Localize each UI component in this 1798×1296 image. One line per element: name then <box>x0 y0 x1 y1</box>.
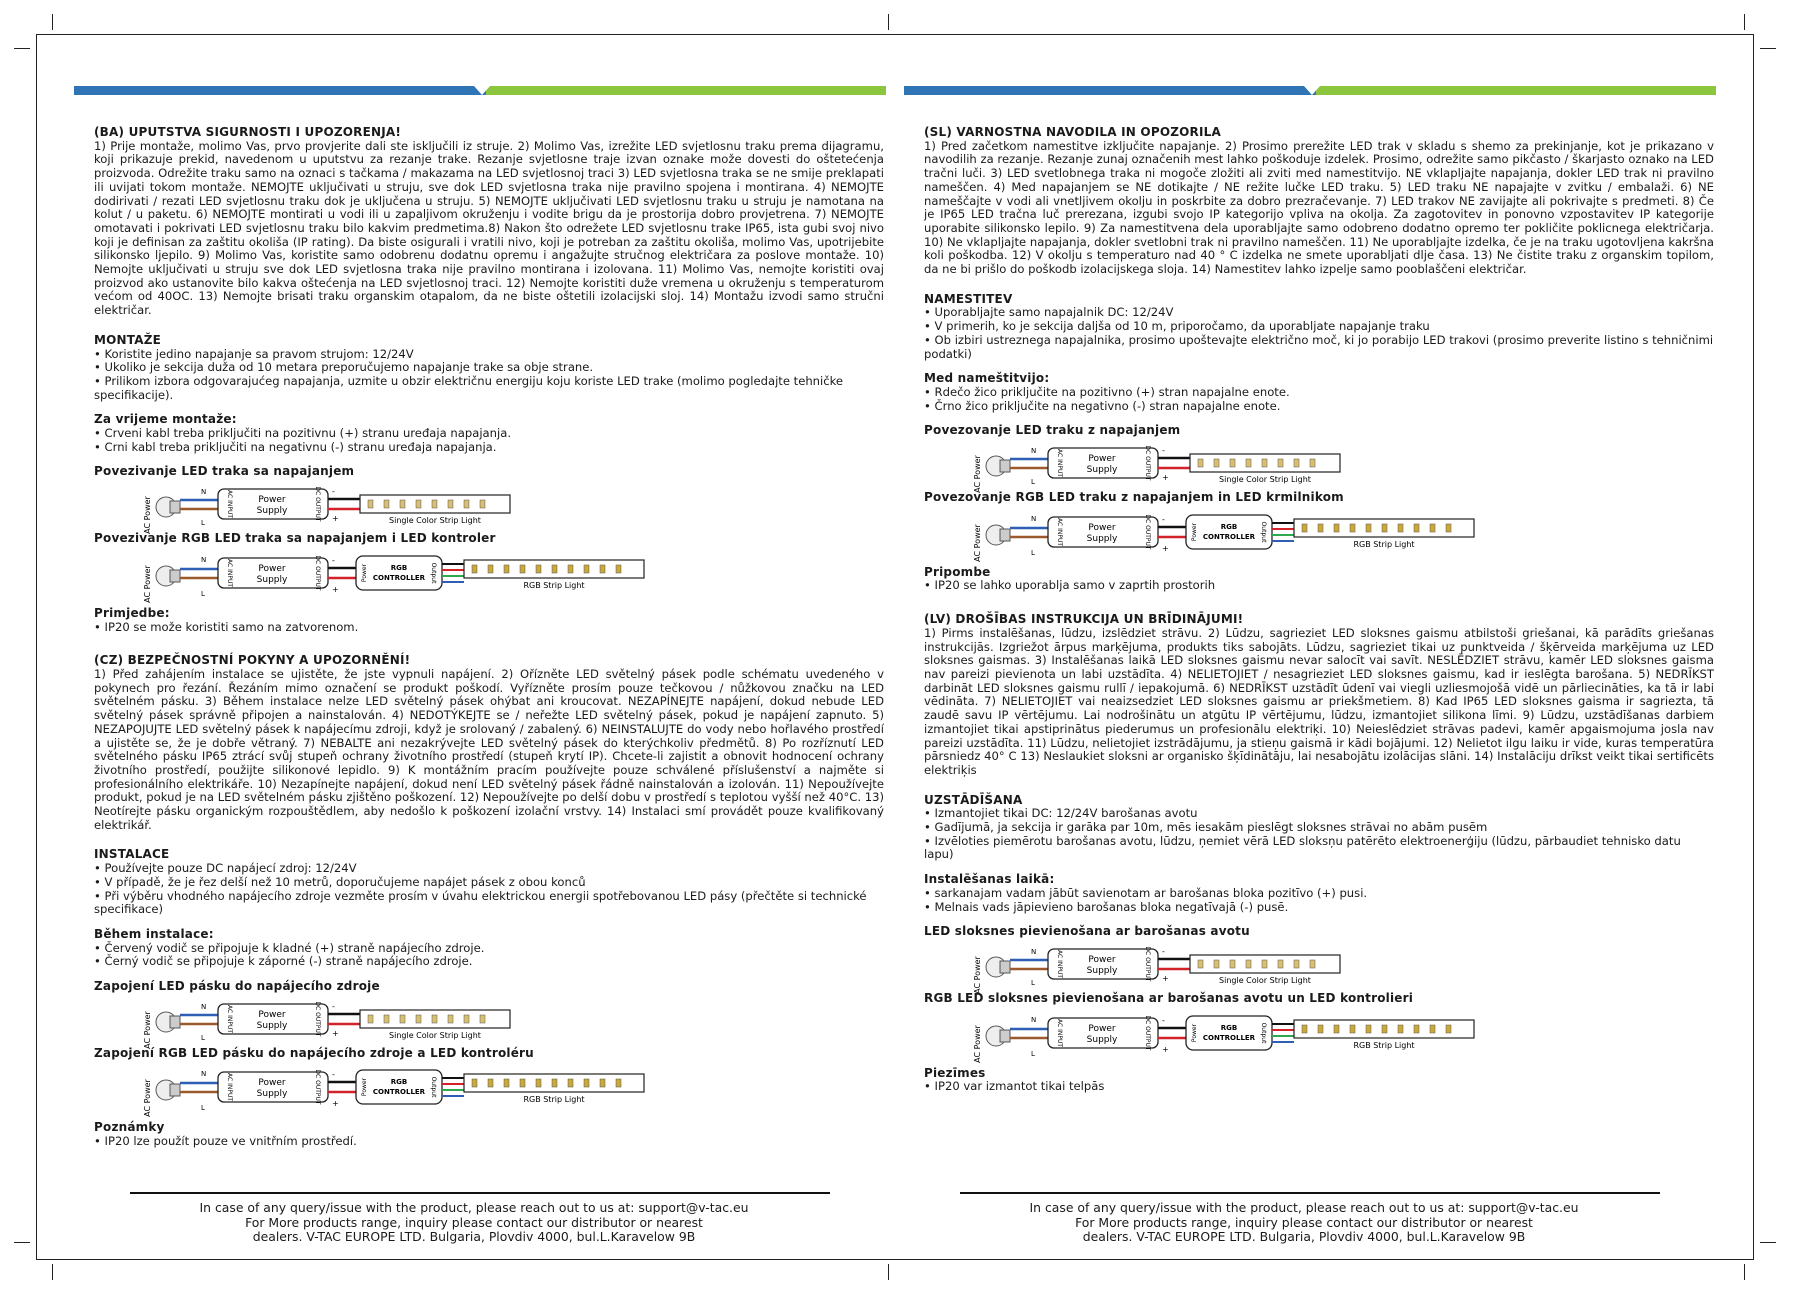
led-chip <box>568 1079 573 1087</box>
sl-single-title: Povezovanje LED traku z napajanjem <box>924 423 1181 438</box>
led-chip <box>1334 1025 1339 1033</box>
list-item: • Črno žico priključite na negativno (-) stran napajalne enote. <box>924 400 1714 414</box>
cz-behem-list <box>94 942 884 969</box>
plug-body <box>170 1084 180 1096</box>
dc-output-label: DC OUTPUT <box>1144 946 1151 982</box>
led-chip <box>1318 1025 1323 1033</box>
ba-title: (BA) UPUTSTVA SIGURNOSTI I UPOZORENJA! <box>94 125 402 139</box>
minus-label: - <box>332 487 335 497</box>
footer-distributor: For More products range, inquiry please contact our distributor or nearest <box>245 1214 703 1230</box>
output-label: Output <box>430 562 437 584</box>
sl-rgb-title: Povezovanje RGB LED traku z napajanjem in LED krmilnikom <box>924 490 1344 505</box>
led-chip <box>448 1015 453 1023</box>
live-label: L <box>201 1104 205 1113</box>
lv-title: (LV) DROŠĪBAS INSTRUKCIJA UN BRĪDINĀJUMI! <box>924 612 1244 627</box>
plus-label: + <box>332 1028 339 1038</box>
list-item: • Gadījumā, ja sekcija ir garāka par 10m, mēs iesakām pieslēgt sloksnes strāvai no abām pusēm <box>924 821 1714 835</box>
dc-output-label: DC OUTPUT <box>1144 514 1151 550</box>
dc-output-label: DC OUTPUT <box>1144 445 1151 481</box>
led-chip <box>464 500 469 508</box>
live-label: L <box>201 519 205 528</box>
crop-mark <box>14 48 30 49</box>
plus-label: + <box>332 514 339 524</box>
plug-body <box>1000 460 1010 472</box>
led-chip <box>400 500 405 508</box>
ac-power-label: AC Power <box>973 1024 982 1063</box>
ac-input-label: AC INPUT <box>1056 449 1063 478</box>
led-chip <box>1214 960 1219 968</box>
ac-input-label: AC INPUT <box>226 490 233 519</box>
led-chip <box>1246 459 1251 467</box>
led-chip <box>1262 960 1267 968</box>
strip-label: Single Color Strip Light <box>389 1030 481 1040</box>
dc-output-label: DC OUTPUT <box>314 555 321 591</box>
led-chip <box>416 1015 421 1023</box>
neutral-label: N <box>1031 447 1037 456</box>
led-chip <box>1430 524 1435 532</box>
lv-laika-list <box>924 887 1714 914</box>
led-chip <box>464 1015 469 1023</box>
footer-divider <box>130 1192 830 1194</box>
ac-power-label: AC Power <box>143 496 152 534</box>
led-chip <box>1350 524 1355 532</box>
ac-power-label: AC Power <box>973 523 982 562</box>
list-item: • Používejte pouze DC napájecí zdroj: 12/24V <box>94 862 884 876</box>
led-chip <box>1414 524 1419 532</box>
led-chip <box>1230 459 1235 467</box>
crop-mark <box>888 14 889 30</box>
header-color-bar <box>74 86 886 95</box>
list-item: • Uporabljajte samo napajalnik DC: 12/24V <box>924 306 1714 320</box>
list-item: • Prilikom izbora odgovarajućeg napajanja, uzmite u obzir električnu energiju koju koriste LED trake (molimo pogledajte tehničke specifikacije). <box>94 375 884 402</box>
crop-mark <box>888 1264 889 1280</box>
power-supply-label: Power <box>1088 454 1116 465</box>
crop-mark <box>1744 1264 1745 1280</box>
cz-single-title: Zapojení LED pásku do napájecího zdroje <box>94 979 380 994</box>
power-supply-label: Supply <box>256 574 288 585</box>
list-item: • IP20 se lahko uporablja samo v zaprtih prostorih <box>924 579 1714 593</box>
rgb-controller-box <box>1186 515 1272 549</box>
list-item: • Crni kabl treba priključiti na negativnu (-) stranu uređaja napajanja. <box>94 441 884 455</box>
strip-label: RGB Strip Light <box>523 580 585 590</box>
live-label: L <box>201 589 205 598</box>
single-color-wiring-diagram <box>143 483 526 534</box>
output-label: Output <box>1260 1022 1267 1044</box>
led-chip <box>552 1079 557 1087</box>
strip-label: Single Color Strip Light <box>1219 475 1311 485</box>
ac-power-label: AC Power <box>143 565 152 603</box>
ac-power-label: AC Power <box>973 455 982 493</box>
list-item: • Černý vodič se připojuje k záporné (-) straně napájecího zdroje. <box>94 955 884 969</box>
crop-mark <box>14 1242 30 1243</box>
neutral-label: N <box>201 1002 207 1011</box>
list-item: • IP20 se može koristiti samo na zatvorenom. <box>94 621 884 635</box>
lv-single-title: LED sloksnes pievienošana ar barošanas avotu <box>924 924 1250 939</box>
power-supply-label: Power <box>258 495 286 506</box>
minus-label: - <box>332 1070 335 1080</box>
ba-single-title: Povezivanje LED traka sa napajanjem <box>94 464 355 479</box>
single-color-wiring-diagram <box>973 943 1356 994</box>
list-item: • Izvēloties piemērotu barošanas avotu, lūdzu, ņemiet vērā LED sloksņu patērēto elektroenerģiju (lūdzu, pārbaudiet tehnisko datu lapu) <box>924 835 1714 862</box>
ac-input-label: AC INPUT <box>226 1004 233 1033</box>
led-chip <box>488 1079 493 1087</box>
ac-power-label: AC Power <box>973 956 982 994</box>
list-item: • V případě, že je řez delší než 10 metrů, doporučujeme napájet pásek z obou konců <box>94 876 884 890</box>
led-chip <box>1302 1025 1307 1033</box>
rgb-controller-box <box>356 1070 442 1104</box>
plus-label: + <box>1162 543 1169 553</box>
ac-input-label: AC INPUT <box>1056 949 1063 978</box>
plug-body <box>1000 1030 1010 1042</box>
crop-mark <box>1744 14 1745 30</box>
plus-label: + <box>1162 973 1169 983</box>
led-chip <box>1310 459 1315 467</box>
led-chip <box>616 565 621 573</box>
ac-input-label: AC INPUT <box>1056 517 1063 546</box>
power-supply-label: Power <box>1088 1023 1116 1034</box>
strip-label: Single Color Strip Light <box>1219 975 1311 985</box>
led-chip <box>1214 459 1219 467</box>
led-chip <box>472 1079 477 1087</box>
led-chip <box>1398 1025 1403 1033</box>
led-chip <box>616 1079 621 1087</box>
strip-label: Single Color Strip Light <box>389 516 481 526</box>
power-supply-label: Supply <box>256 1020 288 1031</box>
list-item: • Rdečo žico priključite na pozitivno (+) stran napajalne enote. <box>924 386 1714 400</box>
led-chip <box>1230 960 1235 968</box>
rgb-controller-box <box>356 556 442 590</box>
left-content <box>94 126 884 1149</box>
crop-mark <box>52 1264 53 1280</box>
led-chip <box>568 565 573 573</box>
plug-body <box>1000 961 1010 973</box>
led-chip <box>1334 524 1339 532</box>
power-supply-label: Power <box>1088 522 1116 533</box>
led-chip <box>520 1079 525 1087</box>
left-page <box>74 0 884 1296</box>
power-supply-label: Supply <box>1086 465 1118 476</box>
led-chip <box>432 1015 437 1023</box>
led-chip <box>536 565 541 573</box>
ba-notes-title: Primjedbe: <box>94 605 170 620</box>
rgb-controller-label: CONTROLLER <box>1202 532 1256 541</box>
power-supply-label: Supply <box>256 506 288 517</box>
cz-title: (CZ) BEZPEČNOSTNÍ POKYNY A UPOZORNĚNÍ! <box>94 653 411 668</box>
neutral-label: N <box>201 488 207 497</box>
ba-montaza-title: MONTAŽE <box>94 332 162 347</box>
rgb-controller-label: CONTROLLER <box>372 1088 426 1097</box>
output-label: Output <box>430 1077 437 1098</box>
cz-rgb-title: Zapojení RGB LED pásku do napájecího zdroje a LED kontroléru <box>94 1045 534 1060</box>
cz-notes-list <box>94 1135 884 1149</box>
power-supply-label: Supply <box>1086 533 1118 544</box>
list-item: • Červený vodič se připojuje k kladné (+) straně napájecího zdroje. <box>94 942 884 956</box>
lv-notes-list <box>924 1080 1714 1094</box>
led-chip <box>1302 524 1307 532</box>
sl-title: (SL) VARNOSTNA NAVODILA IN OPOZORILA <box>924 125 1221 139</box>
lv-uzst-title: UZSTĀDĪŠANA <box>924 792 1023 807</box>
led-chip <box>504 1079 509 1087</box>
right-page <box>904 0 1714 1296</box>
led-chip <box>1246 960 1251 968</box>
rgb-controller-label: RGB <box>1220 522 1238 531</box>
sl-body: 1) Pred začetkom namestitve izključite napajanje. 2) Prosimo prerežite LED trak v skladu s shemo za prekinjanje, kot je prikazano v navodilih za rezanje. Rezanje zunaj označenih mest lahko poškoduje izdelek. Prosimo, odrežite samo pikčasto / škarjasto oznako na LED tračni luči. 3) LED svetlobnega traka ni mogoče zložiti ali zviti med namestitvijo. NE vklapljajte napajanja, dokler LED trak ni pravilno nameščen. 4) Med napajanjem se NE dotikajte / NE režite lučke LED traku. 5) LED traku NE napajajte v zvitku / embalaži. 6) NE nameščajte v vodi ali vnetljivem okolju in poskrbite za dobro prezračevanje. 7) LED trakov NE zavijajte ali pokrivajte s predmeti. 8) Če je IP65 LED tračna luč prerezana, izgubi svojo IP kategorijo vpliva na okolja. Za zagotovitev in ponovno vzpostavitev IP kategorije uporabite silikonsko lepilo. 9) Za namestitvena dela uporabljajte samo odobreno dodatno opremo ter pokličite poklicnega električarja. 10) Ne vklapljajte napajanja, dokler svetlobni trak ni pravilno nameščen. 11) Ne uporabljajte izdelka, če je na traku ugotovljena kakršna koli poškodba. 12) V okolju s temperaturo nad 40 ° C izdelka ne smete uporabljati dlje časa. 13) Ne čistite traku z organskim topilom, da ne bi prišlo do poškodb izolacijskega sloja. 14) Namestitev lahko izpelje samo pooblaščeni električar. <box>924 138 1714 277</box>
power-supply-label: Power <box>258 1078 286 1089</box>
minus-label: - <box>1162 946 1165 956</box>
dc-output-label: DC OUTPUT <box>1144 1015 1151 1051</box>
rgb-wiring-diagram <box>143 1064 666 1120</box>
list-item: • IP20 lze použít pouze ve vnitřním prostředí. <box>94 1135 884 1149</box>
lv-body: 1) Pirms instalēšanas, lūdzu, izslēdziet strāvu. 2) Lūdzu, sagrieziet LED sloksnes gaismu atbilstoši griešanai, kā parādīts griešanas instrukcijās. Izgriežot ārpus marķējuma, produkts tiks sabojāts. Lūdzu, sagrieziet tikai uz punktveida / šķērveida marķējuma uz LED sloksnes gaismas. 3) Instalēšanas laikā LED sloksnes gaismu nevar salocīt vai savīt. NESLĒDZIET strāvu, kamēr LED sloksnes gaisma nav pareizi pievienota un labi uzstādīta. 4) NELIETOJIET / nesagrieziet LED sloksnes gaismu, kad ir ieslēgta barošana. 5) NEDRĪKST darbināt LED sloksnes gaismu rullī / iepakojumā. 6) NEDRĪKST uzstādīt ūdenī vai viegli uzliesmojošā vidē un pārliecināties, ka tā ir labi vēdināta. 7) NELIETOJIET vai neaizsedziet LED sloksnes gaismu ar priekšmetiem. 8) Kad IP65 LED sloksnes gaisma ir sagriezta, tā zaudē savu IP vērtējumu. Lai nodrošinātu un atgūtu IP vērtējumu, lūdzu, izmantojiet silikona līmi. 9) Lūdzu, uzstādīšanas darbiem izmantojiet tikai apstiprinātus piederumus un profesionālu elektriķi. 10) Neieslēdziet strāvas padevi, kamēr apgaismojuma josla nav pareizi uzstādīta. 11) Lūdzu, nelietojiet izstrādājumu, ja stieņu gaismā ir kādi bojājumi. 12) Nelietot ilgu laiku ir vide, kuras temperatūra pārsniedz 40° C 13) Neslaukiet sloksni ar organisko šķīdinātāju, lai nesabojātu izolācijas slāni. 14) Instalāciju drīkst veikt tikai sertificēts elektriķis <box>924 625 1714 777</box>
ac-power-label: AC Power <box>143 1010 152 1049</box>
ba-rgb-title: Povezivanje RGB LED traka sa napajanjem i LED kontroler <box>94 531 496 546</box>
plug-body <box>170 1016 180 1028</box>
ba-notes-list <box>94 621 884 635</box>
list-item: • Crveni kabl treba priključiti na pozitivnu (+) stranu uređaja napajanja. <box>94 427 884 441</box>
strip-label: RGB Strip Light <box>523 1095 585 1105</box>
ba-vrijeme-title: Za vrijeme montaže: <box>94 412 237 427</box>
cz-body: 1) Před zahájením instalace se ujistěte, že jste vypnuli napájení. 2) Ořízněte LED světelný pásek podle schématu uvedeného v pokynech pro řezání. Řezáním mimo označení se produkt poškodí. Vyřízněte prosím pouze tečkovou / nůžkovou značku na LED světelném pásku. 3) Během instalace nelze LED světelný pásek ohýbat ani kroucovat. NEZAPÍNEJTE napájení, dokud nebude LED světelný pásek správně připojen a nainstalován. 4) NEDOTÝKEJTE se / neřežte LED světelný pásek, pokud je napájení zapnuto. 5) NEZAPOJUJTE LED světelný pásek k napájecímu zdroji, když je srolovaný / zabalený. 6) NEINSTALUJTE do vody nebo hořlavého prostředí a ujistěte se, že je dobře větraný. 7) NEBALTE ani nezakrývejte LED světelný pásek do kterýchkoliv předmětů. 8) Po rozříznutí LED světelného pásku IP65 ztrácí svůj stupeň ochrany životního prostředí (stupeň krytí IP). Chcete-li zajistit a obnovit hodnocení ochrany životního prostředí, použijte silikonové lepidlo. 9) K montážním pracím používejte pouze schválené příslušenství a najměte si profesionálního elektrikáře. 10) Nezapínejte napájení, dokud není LED světelný pásek řádně nainstalován a izolován. 11) Nepoužívejte produkt, pokud je na LED světelném pásku zjištěno poškození. 12) Nepoužívejte po delší dobu v prostředí s teplotou vyšší než 40°C. 13) Neotírejte pásku organickým rozpouštědlem, aby nedošlo k poškození izolační vrstvy. 14) Instalaci smí provádět pouze kvalifikovaný elektrikář. <box>94 666 884 832</box>
lv-uzst-list <box>924 807 1714 862</box>
live-label: L <box>1031 548 1035 557</box>
led-chip <box>584 565 589 573</box>
plus-label: + <box>1162 473 1169 483</box>
list-item: • Melnais vads jāpievieno barošanas bloka negatīvajā (-) pusē. <box>924 901 1714 915</box>
cz-behem-title: Během instalace: <box>94 926 214 941</box>
led-chip <box>416 500 421 508</box>
power-label: Power <box>361 563 368 582</box>
live-label: L <box>1031 978 1035 987</box>
dc-output-label: DC OUTPUT <box>314 486 321 522</box>
led-chip <box>1350 1025 1355 1033</box>
dc-output-label: DC OUTPUT <box>314 1069 321 1106</box>
crop-mark <box>52 14 53 30</box>
footer-address: dealers. V-TAC EUROPE LTD. Bulgaria, Plovdiv 4000, bul.L.Karavelow 9B <box>252 1229 696 1245</box>
list-item: • sarkanajam vadam jābūt savienotam ar barošanas bloka pozitīvo (+) pusi. <box>924 887 1714 901</box>
rgb-controller-label: RGB <box>390 1078 408 1087</box>
plug-body <box>170 501 180 513</box>
led-chip <box>1446 524 1451 532</box>
lv-rgb-title: RGB LED sloksnes pievienošana ar barošanas avotu un LED kontrolieri <box>924 990 1414 1005</box>
plus-label: + <box>332 1099 339 1109</box>
strip-label: RGB Strip Light <box>1353 1040 1415 1050</box>
led-chip <box>368 1015 373 1023</box>
cz-notes-title: Poznámky <box>94 1120 165 1135</box>
ac-input-label: AC INPUT <box>1056 1018 1063 1047</box>
minus-label: - <box>1162 446 1165 456</box>
live-label: L <box>201 1033 205 1042</box>
rgb-controller-label: RGB <box>1220 1023 1238 1032</box>
led-chip <box>584 1079 589 1087</box>
lv-notes-title: Piezīmes <box>924 1065 986 1080</box>
footer-divider <box>960 1192 1660 1194</box>
led-chip <box>600 1079 605 1087</box>
led-chip <box>488 565 493 573</box>
right-content <box>924 126 1714 1094</box>
footer <box>924 1201 1684 1245</box>
led-chip <box>1310 960 1315 968</box>
power-label: Power <box>1191 1023 1198 1042</box>
led-chip <box>432 500 437 508</box>
led-chip <box>1294 960 1299 968</box>
minus-label: - <box>1162 514 1165 524</box>
led-chip <box>368 500 373 508</box>
list-item: • Koristite jedino napajanje sa pravom strujom: 12/24V <box>94 348 884 362</box>
output-label: Output <box>1260 521 1267 543</box>
led-chip <box>384 1015 389 1023</box>
led-chip <box>1382 524 1387 532</box>
rgb-controller-label: CONTROLLER <box>372 573 426 582</box>
sl-notes-title: Pripombe <box>924 564 991 579</box>
led-chip <box>400 1015 405 1023</box>
plus-label: + <box>1162 1044 1169 1054</box>
led-chip <box>1398 524 1403 532</box>
single-color-wiring-diagram <box>973 442 1356 493</box>
led-chip <box>472 565 477 573</box>
footer-contact: In case of any query/issue with the product, please reach out to us at: support@v-tac.eu <box>199 1200 749 1215</box>
led-chip <box>1446 1025 1451 1033</box>
ba-vrijeme-list <box>94 427 884 454</box>
list-item: • Ukoliko je sekcija duža od 10 metara preporučujemo napajanje trake sa obje strane. <box>94 361 884 375</box>
rgb-wiring-diagram <box>973 509 1496 565</box>
cz-instalace-title: INSTALACE <box>94 847 170 862</box>
ac-input-label: AC INPUT <box>226 1073 233 1102</box>
led-chip <box>1366 524 1371 532</box>
list-item: • V primerih, ko je sekcija daljša od 10 m, priporočamo, da uporabljate napajanje traku <box>924 320 1714 334</box>
header-color-bar <box>904 86 1716 95</box>
led-chip <box>1430 1025 1435 1033</box>
footer-contact: In case of any query/issue with the product, please reach out to us at: support@v-tac.eu <box>1029 1200 1579 1215</box>
neutral-label: N <box>201 1070 207 1079</box>
power-supply-label: Supply <box>256 1089 288 1100</box>
cz-instalace-list <box>94 862 884 917</box>
led-chip <box>1262 459 1267 467</box>
led-chip <box>504 565 509 573</box>
list-item: • Izmantojiet tikai DC: 12/24V barošanas avotu <box>924 807 1714 821</box>
plus-label: + <box>332 584 339 594</box>
neutral-label: N <box>1031 947 1037 956</box>
sl-med-list <box>924 386 1714 413</box>
led-chip <box>1382 1025 1387 1033</box>
power-supply-label: Power <box>1088 954 1116 965</box>
ba-body: 1) Prije montaže, molimo Vas, prvo provjerite dali ste isključili iz struje. 2) Molimo Vas, izrežite LED svjetlosnu traku prema dijagramu, koji prikazuje prekid, navedenom u uputstvu za rezanje trake. Rezanje svjetlosne traje izvan oznake može dovesti do oštetećenja proizvoda. Odrežite traku samo na oznaci s tačkama / makazama na LED svjetlosnoj traci 3) LED svjetlosna traka se ne smije preklapati ili uvijati tokom montaže. NEMOJTE uključivati u struju, sve dok LED svjetlosna traka nije pravilno spojena i montirana. 4) NEMOJTE dodirivati / rezati LED svjetlosnu traku dok je uključena u struju. 5) NEMOJTE uključivati LED svjetlosnu traku u struju je namotana na kolut / u paketu. 6) NEMOJTE montirati u vodi ili u zapaljivom okruženju i vodite brigu da je prostorija dobro provjetrena. 7) NEMOJTE omotavati i pokrivati LED svjetlosnu traku bilo kakvim predmetima.8) Nakon što odrežete LED svjetlosnu trake IP65, ista gubi svoj nivo koji je definisan za zaštitu okoliša (IP rating). Da biste osigurali i vratili nivo, koji je potreban za zaštitu okoliša, molimo Vas, upotrijebite silikonsko ljepilo. 9) Molimo Vas, koristite samo odobrenu dodatnu opremu i angažujte stručnog električara za poslove montaže. 10) Nemojte uključivati u struju sve dok LED svjetlosna traka nije pravilno montirana i izolovana. 11) Molimo Vas, nemojte koristiti ovaj proizvod ako ustanovite bilo kakva oštećenja na LED svjetlosnoj traci. 12) Nemojte koristiti duže vremena u okruženju s temperaturom većom od 40OC. 13) Nemojte brisati traku organskim otapalom, da ne biste oštetili izolacijski sloj. 14) Montažu izvodi samo stručni električar. <box>94 138 884 318</box>
footer <box>94 1201 854 1245</box>
rgb-controller-label: CONTROLLER <box>1202 1033 1256 1042</box>
led-chip <box>520 565 525 573</box>
led-chip <box>536 1079 541 1087</box>
led-chip <box>1294 459 1299 467</box>
sl-med-title: Med nameštitvijo: <box>924 371 1050 386</box>
led-chip <box>448 500 453 508</box>
power-supply-label: Power <box>258 1009 286 1020</box>
minus-label: - <box>332 1001 335 1011</box>
power-supply-label: Power <box>258 563 286 574</box>
power-supply-label: Supply <box>1086 965 1118 976</box>
plug-body <box>1000 529 1010 541</box>
rgb-controller-label: RGB <box>390 563 408 572</box>
crop-mark <box>1760 1242 1776 1243</box>
led-chip <box>1198 960 1203 968</box>
rgb-controller-box <box>1186 1016 1272 1050</box>
power-label: Power <box>361 1078 368 1097</box>
list-item: • Ob izbiri ustreznega napajalnika, prosimo upoštevajte električno moč, ki jo porabijo LED trakovi (prosimo preverite listino s tehničnimi podatki) <box>924 334 1714 361</box>
power-label: Power <box>1191 522 1198 541</box>
power-supply-label: Supply <box>1086 1034 1118 1045</box>
dc-output-label: DC OUTPUT <box>314 1001 321 1037</box>
minus-label: - <box>1162 1015 1165 1025</box>
led-chip <box>1366 1025 1371 1033</box>
lv-laika-title: Instalēšanas laikā: <box>924 872 1055 887</box>
led-chip <box>1278 960 1283 968</box>
live-label: L <box>1031 1049 1035 1058</box>
neutral-label: N <box>1031 514 1037 523</box>
crop-mark <box>1760 48 1776 49</box>
led-chip <box>1278 459 1283 467</box>
ac-power-label: AC Power <box>143 1079 152 1118</box>
sl-notes-list <box>924 579 1714 593</box>
led-chip <box>384 500 389 508</box>
rgb-wiring-diagram <box>973 1010 1496 1066</box>
live-label: L <box>1031 478 1035 487</box>
led-chip <box>480 1015 485 1023</box>
list-item: • IP20 var izmantot tikai telpās <box>924 1080 1714 1094</box>
led-chip <box>552 565 557 573</box>
led-chip <box>480 500 485 508</box>
plug-body <box>170 570 180 582</box>
footer-address: dealers. V-TAC EUROPE LTD. Bulgaria, Plovdiv 4000, bul.L.Karavelow 9B <box>1082 1229 1526 1245</box>
neutral-label: N <box>201 555 207 564</box>
footer-distributor: For More products range, inquiry please contact our distributor or nearest <box>1075 1214 1533 1230</box>
list-item: • Při výběru vhodného napájecího zdroje vezměte prosím v úvahu elektrickou energii spotřebovanou LED pásy (přečtěte si technické specifikace) <box>94 890 884 917</box>
sl-namestitev-list <box>924 306 1714 361</box>
led-chip <box>600 565 605 573</box>
rgb-wiring-diagram <box>143 550 666 606</box>
led-chip <box>1318 524 1323 532</box>
ac-input-label: AC INPUT <box>226 558 233 587</box>
strip-label: RGB Strip Light <box>1353 539 1415 549</box>
led-chip <box>1414 1025 1419 1033</box>
ba-montaza-list <box>94 348 884 403</box>
sl-namestitev-title: NAMESTITEV <box>924 291 1013 306</box>
minus-label: - <box>332 555 335 565</box>
single-color-wiring-diagram <box>143 998 526 1049</box>
led-chip <box>1198 459 1203 467</box>
neutral-label: N <box>1031 1015 1037 1024</box>
